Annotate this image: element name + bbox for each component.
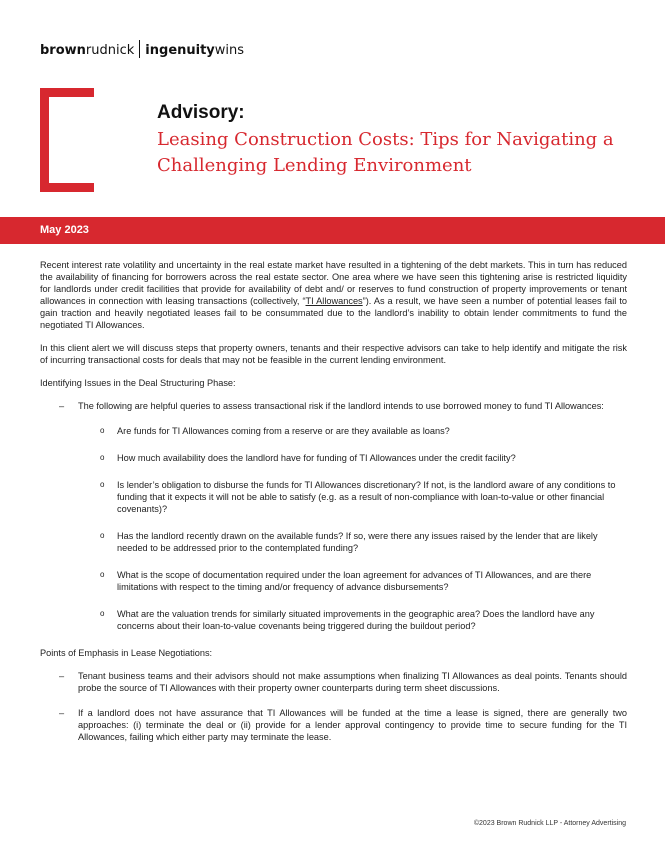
section-2-item-text: If a landlord does not have assurance that TI Allowances will be funded at the time a lease is signed, there are generally two approaches: (i) terminate the deal or (ii) provide for a lender approval contingency to provide time to secure funding for the TI Allowances, failing which either party may terminate the lease.: [78, 708, 627, 742]
title-line-1: Leasing Construction Costs: Tips for Navigating a: [157, 129, 614, 150]
ti-allowances-link[interactable]: TI Allowances: [305, 296, 363, 306]
query-text: Are funds for TI Allowances coming from a reserve or are they available as loans?: [117, 426, 450, 436]
intro-p1-text-a: Recent interest rate volatility and uncertainty in the real estate market have resulted in a tightening of the debt markets. This in turn has reduced the availability of financing for borrowers across the real estate sector. One area where we have seen this tightening arise is restricted liquidity for landlords under credit facilities that provide for availability of debt and/ or reserves to fund construction of property improvements or tenant allowances in connection with leasing transactions (collectively, “: [40, 260, 627, 306]
logo-brown: brown: [40, 43, 86, 58]
red-bracket-decoration: [40, 88, 94, 192]
logo-wins: wins: [214, 43, 245, 58]
list-item: [40, 425, 627, 437]
section-1-item: [40, 400, 627, 412]
document-title: [157, 127, 647, 179]
document-body: [40, 259, 627, 756]
dash-bullet: –: [59, 401, 65, 411]
query-text: What is the scope of documentation required under the loan agreement for advances of TI Allowances, and are there limitations with respect to the timing and/or frequency of advance disbursements?: [117, 570, 592, 592]
section-2-item: [40, 707, 627, 743]
dash-bullet: –: [59, 708, 65, 718]
date-band: [0, 217, 665, 244]
circle-bullet-icon: o: [100, 531, 105, 540]
publication-date: May 2023: [40, 224, 89, 236]
list-item: [40, 452, 627, 464]
title-line-2: Challenging Lending Environment: [157, 155, 472, 176]
circle-bullet-icon: o: [100, 453, 105, 462]
list-item: [40, 479, 627, 515]
query-text: Has the landlord recently drawn on the available funds? If so, were there any issues raised by the lender that are likely needed to be addressed prior to the contemplated funding?: [117, 531, 598, 553]
query-list: [40, 425, 627, 632]
logo-divider: [139, 40, 140, 58]
list-item: [40, 608, 627, 632]
section-1-item-text: The following are helpful queries to assess transactional risk if the landlord intends to use borrowed money to fund TI Allowances:: [78, 401, 604, 411]
advisory-label: Advisory:: [157, 102, 245, 123]
intro-paragraph-2: In this client alert we will discuss steps that property owners, tenants and their respective advisors can take to help identify and mitigate the risk of incurring transactional costs for deals that may not be feasible in the current lending environment.: [40, 343, 627, 365]
brand-logo: [40, 40, 244, 58]
list-item: [40, 569, 627, 593]
section-2-item-text: Tenant business teams and their advisors should not make assumptions when finalizing TI Allowances as deal points. Tenants should probe the source of TI Allowances with their property owner counterparts during term sheet discussions.: [78, 671, 627, 693]
query-text: How much availability does the landlord have for funding of TI Allowances under the credit facility?: [117, 453, 516, 463]
logo-ingenuity: ingenuity: [145, 43, 215, 58]
circle-bullet-icon: o: [100, 570, 105, 579]
circle-bullet-icon: o: [100, 609, 105, 618]
section-2-heading: Points of Emphasis in Lease Negotiations:: [40, 648, 213, 658]
query-text: What are the valuation trends for similarly situated improvements in the geographic area? Does the landlord have any concerns about their loan-to-value covenants being triggered during the buildout period?: [117, 609, 595, 631]
query-text: Is lender’s obligation to disburse the funds for TI Allowances discretionary? If not, is the landlord aware of any conditions to funding that it expects it will not be able to satisfy (e.g. as a result of non-compliance with loan-to-value or other financial covenants)?: [117, 480, 616, 514]
circle-bullet-icon: o: [100, 426, 105, 435]
intro-p1-text-b: ”). As a result, we have seen a number of potential leases fail to gain traction and heavily negotiated leases fail to be consummated due to the landlord’s inability to obtain lender commitments to fund the negotiated TI Allowances.: [40, 296, 627, 330]
logo-rudnick: rudnick: [85, 43, 135, 58]
circle-bullet-icon: o: [100, 480, 105, 489]
dash-bullet: –: [59, 671, 65, 681]
intro-paragraph-1: [40, 259, 627, 331]
list-item: [40, 530, 627, 554]
section-2-item: [40, 670, 627, 694]
section-1-heading: Identifying Issues in the Deal Structuring Phase:: [40, 378, 236, 388]
document-heading: [157, 101, 647, 179]
page-footer: ©2023 Brown Rudnick LLP - Attorney Advertising: [473, 820, 626, 827]
